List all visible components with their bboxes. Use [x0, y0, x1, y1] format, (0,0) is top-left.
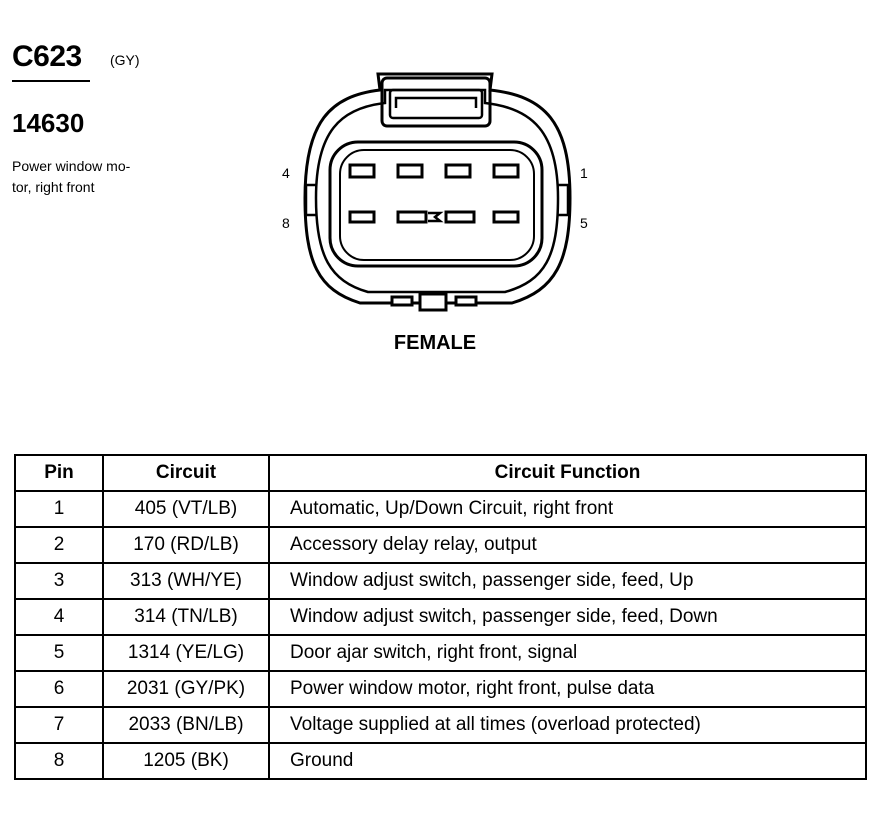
connector-outer-shell [305, 74, 570, 303]
key-right [456, 297, 476, 305]
connector-face-diagram [0, 0, 884, 360]
table-row [15, 599, 866, 635]
table-row [15, 491, 866, 527]
circuit-cell: 1314 (YE/LG) [103, 635, 269, 671]
terminal-pin-3 [398, 165, 422, 177]
connector-gender-label: FEMALE [393, 332, 477, 354]
latch-slot [396, 98, 476, 108]
circuit-cell: 1205 (BK) [103, 743, 269, 779]
function-cell: Ground [269, 743, 866, 779]
pin-label-top-left: 4 [282, 165, 290, 181]
pin-circuit-table [14, 454, 867, 780]
terminal-pin-5 [494, 212, 518, 222]
part-number: 14630 [12, 108, 85, 138]
table-row [15, 635, 866, 671]
function-cell: Window adjust switch, passenger side, feed, Down [269, 599, 866, 635]
function-cell: Power window motor, right front, pulse data [269, 671, 866, 707]
pin-label-bottom-right: 5 [580, 215, 588, 231]
terminal-pin-2 [446, 165, 470, 177]
table-row [15, 671, 866, 707]
table-header-row [15, 455, 866, 491]
terminal-pin-1 [494, 165, 518, 177]
pin-cell: 5 [15, 635, 103, 671]
terminal-bridge [428, 213, 440, 221]
pin-cell: 6 [15, 671, 103, 707]
header-circuit: Circuit [103, 455, 269, 491]
table-row [15, 527, 866, 563]
pin-cell: 1 [15, 491, 103, 527]
latch-inner [390, 90, 482, 118]
key-center [420, 294, 446, 310]
pin-cell: 4 [15, 599, 103, 635]
pin-cell: 7 [15, 707, 103, 743]
function-cell: Voltage supplied at all times (overload protected) [269, 707, 866, 743]
table-row [15, 707, 866, 743]
terminal-pin-4 [350, 165, 374, 177]
description-line: tor, right front [12, 179, 95, 195]
circuit-cell: 170 (RD/LB) [103, 527, 269, 563]
pin-cell: 8 [15, 743, 103, 779]
connector-inner-shell [316, 90, 558, 292]
pin-cell: 3 [15, 563, 103, 599]
terminal-pin-7 [398, 212, 426, 222]
terminal-pin-6 [446, 212, 474, 222]
connector-id: C623 [12, 40, 82, 73]
function-cell: Window adjust switch, passenger side, feed, Up [269, 563, 866, 599]
circuit-cell: 405 (VT/LB) [103, 491, 269, 527]
header-pin: Pin [15, 455, 103, 491]
circuit-cell: 313 (WH/YE) [103, 563, 269, 599]
right-notch [558, 185, 568, 215]
table-row [15, 563, 866, 599]
function-cell: Automatic, Up/Down Circuit, right front [269, 491, 866, 527]
terminal-pin-8 [350, 212, 374, 222]
connector-color: (GY) [110, 52, 140, 68]
left-notch [306, 185, 316, 215]
header-circuit-function: Circuit Function [269, 455, 866, 491]
function-cell: Accessory delay relay, output [269, 527, 866, 563]
circuit-cell: 314 (TN/LB) [103, 599, 269, 635]
table-row [15, 743, 866, 779]
circuit-cell: 2031 (GY/PK) [103, 671, 269, 707]
pin-label-bottom-left: 8 [282, 215, 290, 231]
function-cell: Door ajar switch, right front, signal [269, 635, 866, 671]
pin-cell: 2 [15, 527, 103, 563]
circuit-cell: 2033 (BN/LB) [103, 707, 269, 743]
pin-cavity [330, 142, 542, 266]
pin-label-top-right: 1 [580, 165, 588, 181]
description-line: Power window mo- [12, 158, 131, 174]
key-left [392, 297, 412, 305]
